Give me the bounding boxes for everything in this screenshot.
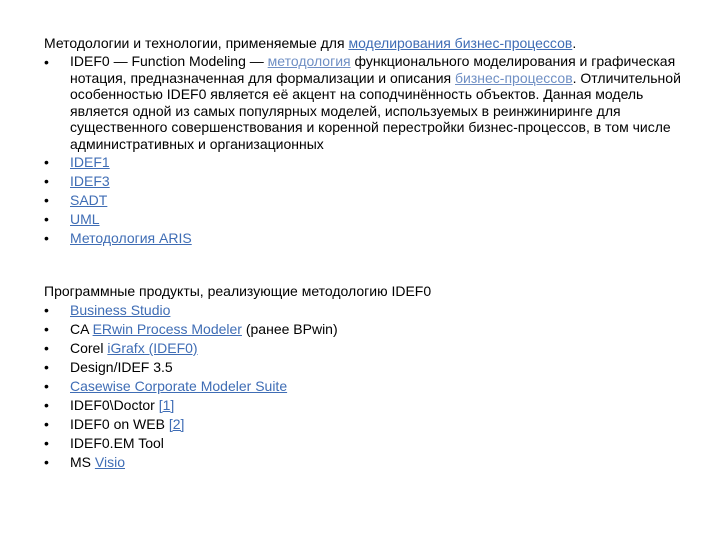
list-item-igrafx: • Corel iGrafx (IDEF0) (44, 340, 198, 356)
list-item-casewise (44, 377, 684, 396)
uml-link[interactable]: UML (70, 210, 100, 227)
bullet-icon: • (44, 416, 49, 432)
list-item-aris (44, 229, 684, 248)
idef1-link[interactable]: IDEF1 (70, 153, 110, 170)
bullet-icon: • (44, 302, 49, 318)
bullet-icon: • (44, 359, 49, 375)
bullet-icon: • (44, 397, 49, 413)
software-section (44, 282, 684, 472)
list-item-ms-visio: • MS Visio (44, 454, 125, 470)
list-item-erwin: • CA ERwin Process Modeler (ранее BPwin) (44, 321, 338, 337)
list-item-idef0-web: • IDEF0 on WEB [2] (44, 416, 185, 432)
methodology-link[interactable]: методология (267, 53, 351, 69)
bullet-icon: • (44, 435, 49, 451)
list-item-idef0: • IDEF0 — Function Modeling — методология функционального моделирования и графическая нотация, предназначенная для формализации и описания бизнес-процессов. Отличительной особенностью IDEF0 является её акцент на соподчинённость объектов. Данная модель является одной из самых популярных моделей, используемых в реинжиниринге для существенного совершенствования и коренной перестройки бизнес-процессов, в том числе административных и организационных (44, 53, 681, 152)
methodologies-section (44, 34, 684, 248)
business-studio-link[interactable]: Business Studio (70, 302, 171, 318)
list-item-idef0-em: • IDEF0.EM Tool (44, 435, 164, 451)
list-item-business-studio (44, 301, 684, 320)
list-item-uml (44, 210, 684, 229)
list-item-idef1 (44, 153, 684, 172)
idef0-term: IDEF0 (70, 53, 110, 69)
bullet-icon: • (44, 321, 49, 337)
bullet-icon: • (44, 54, 49, 70)
idef3-link[interactable]: IDEF3 (70, 172, 110, 189)
list-item-sadt (44, 191, 684, 210)
igrafx-link[interactable]: iGrafx (IDEF0) (107, 340, 198, 356)
list-item-idef0-doctor: • IDEF0\Doctor [1] (44, 397, 175, 413)
list-item-idef3 (44, 172, 684, 191)
visio-link[interactable]: Visio (94, 454, 125, 470)
software-intro: Программные продукты, реализующие методологию IDEF0 (44, 283, 432, 299)
bullet-icon: • (44, 378, 49, 394)
erwin-link[interactable]: ERwin Process Modeler (92, 321, 242, 337)
business-processes-link[interactable]: бизнес-процессов (455, 69, 573, 86)
footnote-2-link[interactable]: [2] (168, 416, 185, 432)
business-process-modeling-link[interactable]: моделирования бизнес-процессов (348, 35, 573, 51)
bullet-icon: • (44, 191, 49, 208)
footnote-1-link[interactable]: [1] (158, 397, 175, 413)
methodologies-intro: Методологии и технологии, применяемые для моделирования бизнес-процессов. (44, 35, 577, 51)
aris-link[interactable]: Методология ARIS (70, 229, 192, 246)
methodologies-list (44, 53, 684, 248)
bullet-icon: • (44, 172, 49, 189)
software-list (44, 301, 684, 472)
bullet-icon: • (44, 340, 49, 356)
bullet-icon: • (44, 454, 49, 470)
bullet-icon: • (44, 229, 49, 246)
casewise-link[interactable]: Casewise Corporate Modeler Suite (70, 378, 288, 394)
sadt-link[interactable]: SADT (70, 191, 108, 208)
bullet-icon: • (44, 153, 49, 170)
list-item-design-idef: • Design/IDEF 3.5 (44, 359, 173, 375)
bullet-icon: • (44, 210, 49, 227)
